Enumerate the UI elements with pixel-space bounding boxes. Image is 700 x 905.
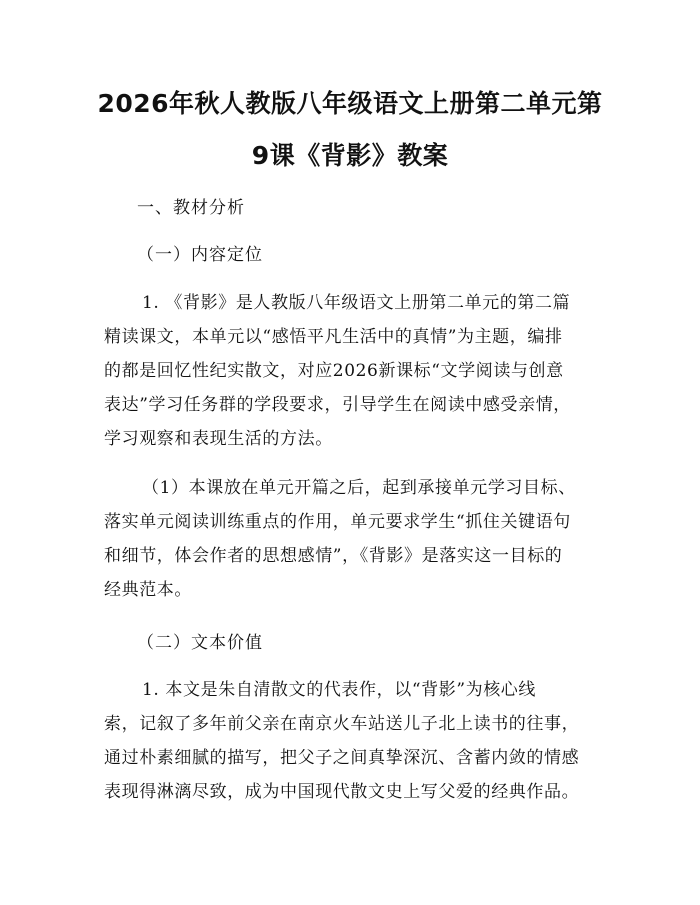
paragraph-1-line: 的都是回忆性纪实散文，对应2026新课标“文学阅读与创意	[104, 361, 564, 381]
paragraph-1	[104, 286, 604, 456]
document-title-line-1: 2026年秋人教版八年级语文上册第二单元第	[97, 89, 603, 118]
paragraph-1-line: 学习观察和表现生活的方法。	[104, 429, 333, 449]
paragraph-2-line: （1）本课放在单元开篇之后，起到承接单元学习目标、	[142, 478, 576, 498]
document-title-line-2: 9课《背影》教案	[251, 141, 449, 170]
paragraph-2-line: 落实单元阅读训练重点的作用，单元要求学生“抓住关键语句	[104, 512, 571, 532]
paragraph-1-line: 1. 《背影》是人教版八年级语文上册第二单元的第二篇	[142, 293, 571, 313]
subsection-heading-content-positioning: （一）内容定位	[137, 245, 263, 265]
paragraph-1-line: 表达”学习任务群的学段要求，引导学生在阅读中感受亲情，	[104, 395, 571, 415]
section-heading-textbook-analysis: 一、教材分析	[137, 198, 245, 218]
paragraph-3	[104, 673, 604, 809]
paragraph-3-line: 1. 本文是朱自清散文的代表作，以“背影”为核心线	[142, 680, 537, 700]
paragraph-3-line: 表现得淋漓尽致，成为中国现代散文史上写父爱的经典作品。	[104, 782, 580, 802]
paragraph-2	[104, 471, 604, 607]
subsection-heading-text-value: （二）文本价值	[137, 633, 263, 653]
paragraph-2-line: 经典范本。	[104, 580, 192, 600]
paragraph-3-line: 通过朴素细腻的描写，把父子之间真挚深沉、含蓄内敛的情感	[104, 748, 580, 768]
paragraph-2-line: 和细节，体会作者的思想感情”，《背影》是落实这一目标的	[104, 546, 563, 566]
paragraph-1-line: 精读课文，本单元以“感悟平凡生活中的真情”为主题，编排	[104, 327, 563, 347]
paragraph-3-line: 索，记叙了多年前父亲在南京火车站送儿子北上读书的往事，	[104, 714, 580, 734]
